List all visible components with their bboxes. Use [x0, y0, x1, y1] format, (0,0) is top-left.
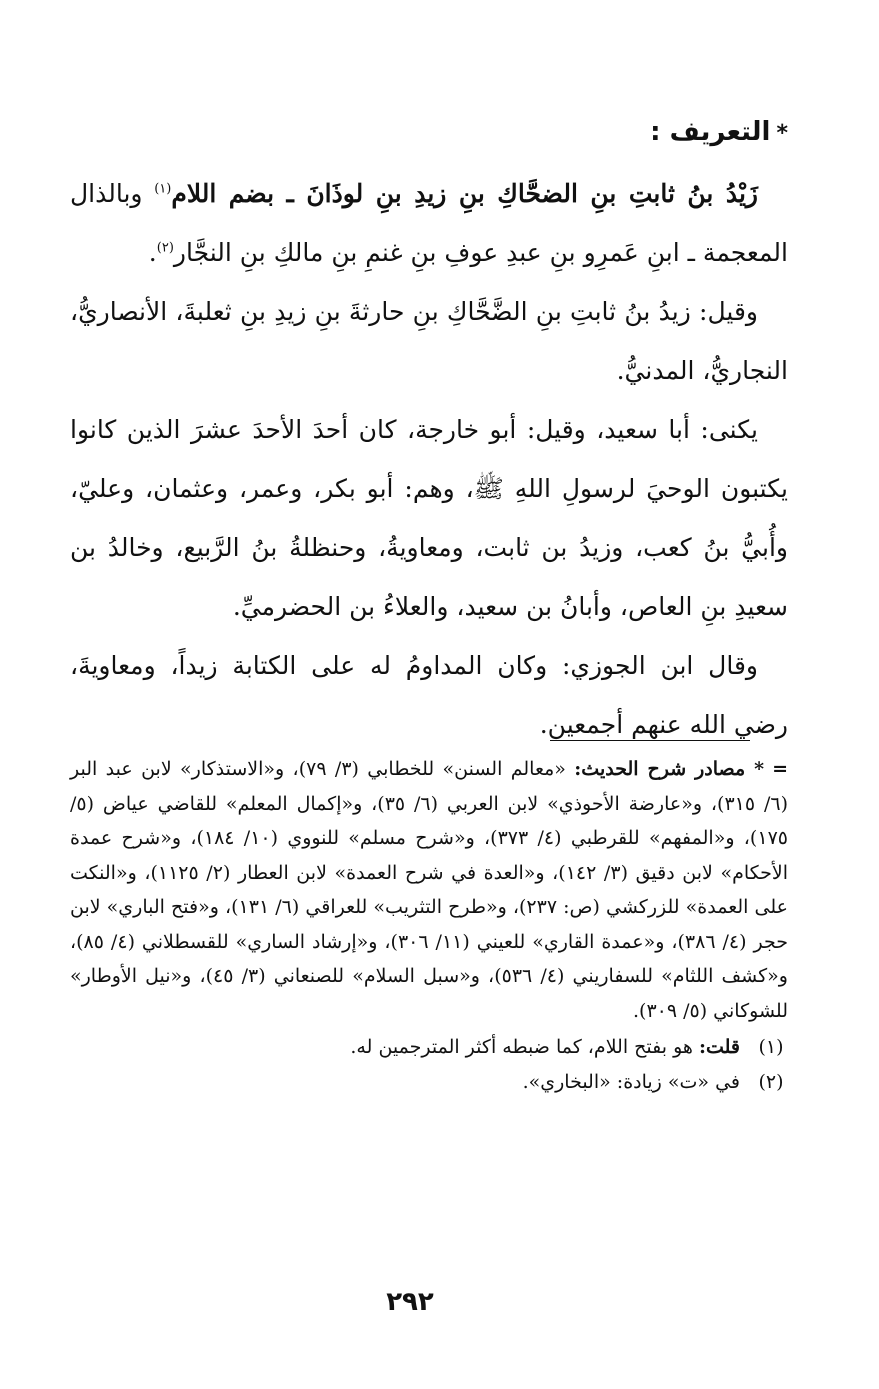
- footnote-2: [70, 1065, 788, 1100]
- footnote-1: [70, 1030, 788, 1065]
- paragraph-name: [70, 164, 788, 282]
- paragraph-name-end: .: [148, 238, 157, 267]
- paragraph-kunya: يكنى: أبا سعيد، وقيل: أبو خارجة، كان أحدَ الأحدَ عشرَ الذين كانوا يكتبون الوحيَ لرسولِ اللهِ ﷺ، وهم: أبو بكر، وعمر، وعثمان، وعليّ، وأُبيُّ بنُ كعب، وزيدُ بن ثابت، ومعاويةُ، وحنظلةُ بنُ الرَّبيع، وخالدُ بن سعيدِ بنِ العاص، وأبانُ بن سعيد، والعلاءُ بن الحضرميِّ.: [70, 415, 788, 621]
- paragraph-name-cont: وبالذال المعجمة ـ ابنِ عَمرِو بنِ عبدِ عوفِ بنِ غنمِ بنِ مالكِ بنِ النجَّار: [70, 179, 788, 267]
- paragraph-ibn-jawzi: وقال ابن الجوزي: وكان المداومُ له على الكتابة زيداً، ومعاويةَ، رضي الله عنهم أجمعين.: [70, 651, 788, 739]
- section-heading: [70, 110, 788, 156]
- footnote-number: (١): [758, 1036, 784, 1058]
- asterisk-icon: *: [776, 121, 788, 146]
- footnote-ref-2: (٢): [156, 240, 174, 256]
- footnote-body: في «ت» زيادة: «البخاري».: [522, 1070, 740, 1093]
- footnote-body: هو بفتح اللام، كما ضبطه أكثر المترجمين له.: [350, 1036, 699, 1058]
- paragraph-alt-lineage: وقيل: زيدُ بنُ ثابتِ بنِ الضَّحَّاكِ بنِ حارثةَ بنِ زيدِ بنِ ثعلبةَ، الأنصاريُّ، النجاريُّ، المدنيُّ.: [70, 297, 788, 385]
- main-text-block: [70, 110, 788, 754]
- footnote-divider: [550, 740, 750, 741]
- footnote-text: [350, 1030, 740, 1065]
- sources-note: [70, 752, 788, 1028]
- heading-label: التعريف :: [650, 117, 771, 147]
- footnote-list: [70, 1030, 788, 1099]
- sources-title: * مصادر شرح الحديث:: [574, 758, 765, 780]
- paragraph-name-text: زَيْدُ بنُ ثابتِ بنِ الضحَّاكِ بنِ زيدِ بنِ لوذَانَ ـ بضم اللام: [171, 179, 758, 208]
- page-number: ٢٩٢: [386, 1287, 434, 1317]
- sources-body: «معالم السنن» للخطابي (٣/ ٧٩)، و«الاستذكار» لابن عبد البر (٦/ ٣١٥)، و«عارضة الأحوذي» لابن العربي (٦/ ٣٥)، و«إكمال المعلم» للقاضي عياض (٥/ ١٧٥)، و«المفهم» للقرطبي (٤/ ٣٧٣)، و«شرح مسلم» للنووي (١٠/ ١٨٤)، و«شرح عمدة الأحكام» لابن دقيق (٣/ ١٤٢)، و«العدة في شرح العمدة» لابن العطار (٢/ ١١٢٥)، و«النكت على العمدة» للزركشي (ص: ٢٣٧)، و«طرح التثريب» للعراقي (٦/ ١٣١)، و«فتح الباري» لابن حجر (٤/ ٣٨٦)، و«عمدة القاري» للعيني (١١/ ٣٠٦)، و«إرشاد الساري» للقسطلاني (٤/ ٨٥)، و«كشف اللثام» للسفاريني (٤/ ٥٣٦)، و«سبل السلام» للصنعاني (٣/ ٤٥)، و«نيل الأوطار» للشوكاني (٥/ ٣٠٩).: [70, 758, 788, 1022]
- footnote-ref-1: (١): [154, 181, 172, 197]
- footnote-lead: قلت:: [698, 1036, 740, 1058]
- footnote-number: (٢): [758, 1070, 784, 1093]
- footnote-text: [523, 1065, 740, 1100]
- footnotes-block: [70, 752, 788, 1099]
- continuation-mark: =: [772, 758, 788, 780]
- body-paragraphs: [70, 164, 788, 754]
